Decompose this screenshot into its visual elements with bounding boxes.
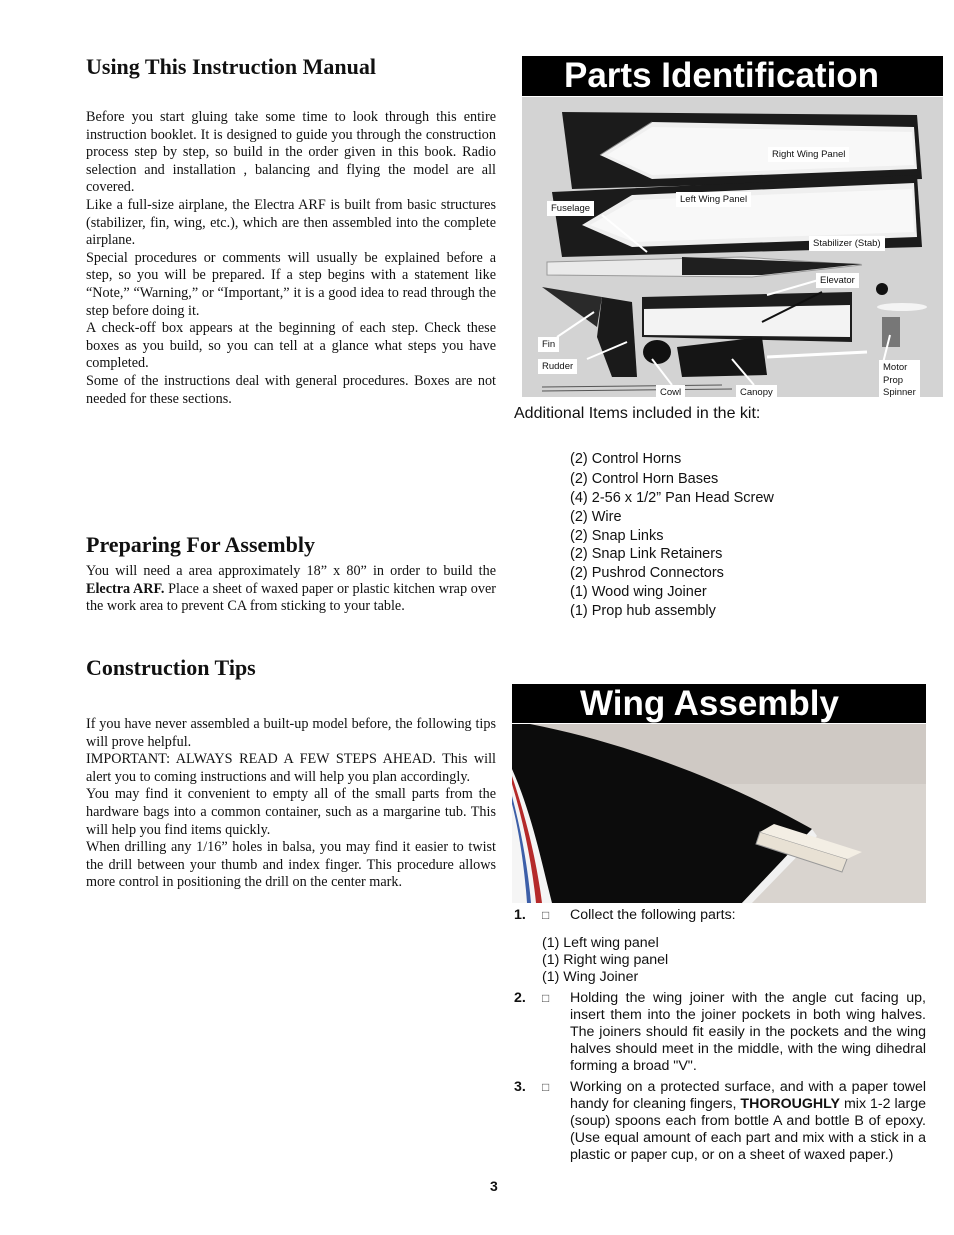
preparing-body: [86, 563, 496, 616]
step-number: 1.: [514, 907, 526, 923]
label-cowl: Cowl: [656, 385, 685, 397]
step-number: 2.: [514, 990, 526, 1006]
heading-construction-tips: Construction Tips: [86, 655, 256, 680]
parts-identification-title: Parts Identification: [522, 56, 943, 96]
preparing-text-2: Place a sheet of waxed paper or plastic kitchen wrap over the work area to prevent CA from sticking to your table.: [86, 580, 496, 615]
preparing-bold: Electra ARF.: [86, 580, 165, 597]
heading-preparing: Preparing For Assembly: [86, 532, 315, 557]
tips-paragraph: IMPORTANT: ALWAYS READ A FEW STEPS AHEAD. This will alert you to coming instructions and will help you plan accordingly.: [86, 751, 496, 785]
step-2: [514, 990, 926, 1075]
label-elevator: Elevator: [816, 273, 859, 288]
checkbox-icon[interactable]: □: [542, 1080, 550, 1094]
manual-paragraph: Before you start gluing take some time to look through this entire instruction booklet. It is designed to guide you through the construction process step by step, so build in the order given in this book. Radio selection and installation , balancing and flying the model are all covered.: [86, 109, 496, 196]
kit-item: (2) Snap Links: [570, 528, 664, 544]
label-fin: Fin: [538, 337, 559, 352]
step-text-part: Working on a protected surface, and with a paper towel handy for cleaning fingers,: [570, 1079, 926, 1112]
checkbox-icon[interactable]: □: [542, 991, 550, 1005]
parts-photo: [522, 97, 943, 397]
step-text: Holding the wing joiner with the angle cut facing up, insert them into the joiner pockets in both wing halves. The joiners should fit easily in the pockets and the wing halves should meet in the middle, with the wing dihedral forming a broad "V".: [570, 990, 926, 1074]
tips-body: [86, 716, 496, 892]
kit-item: (2) Wire: [570, 509, 622, 525]
additional-items-heading: Additional Items included in the kit:: [514, 405, 761, 422]
label-rudder: Rudder: [538, 359, 577, 374]
checkbox-icon[interactable]: □: [542, 908, 550, 922]
step-text: [570, 1079, 926, 1164]
step-number: 3.: [514, 1079, 526, 1095]
wing-assembly-title: Wing Assembly: [512, 684, 926, 723]
manual-paragraph: A check-off box appears at the beginning of each step. Check these boxes as you build, so you can tell at a glance what steps you have completed.: [86, 320, 496, 372]
heading-using-manual: Using This Instruction Manual: [86, 54, 376, 79]
parts-list-item: (1) Right wing panel: [542, 952, 669, 968]
manual-body: [86, 109, 496, 408]
kit-item: (4) 2-56 x 1/2” Pan Head Screw: [570, 490, 774, 506]
label-fuselage: Fuselage: [547, 201, 594, 216]
kit-item: (2) Snap Link Retainers: [570, 546, 723, 562]
label-prop: Prop: [883, 374, 904, 386]
manual-paragraph: Like a full-size airplane, the Electra ARF is built from basic structures (stabilizer, fin, wing, etc.), which are then assembled into the complete airplane.: [86, 196, 496, 249]
step-text: Collect the following parts:: [570, 907, 736, 923]
kit-item: (2) Control Horns: [570, 451, 682, 467]
manual-paragraph: Some of the instructions deal with general procedures. Boxes are not needed for these sections.: [86, 372, 496, 407]
step-text-bold: THOROUGHLY: [740, 1096, 841, 1112]
parts-list-item: (1) Wing Joiner: [542, 969, 639, 985]
label-stabilizer: Stabilizer (Stab): [809, 236, 885, 251]
label-motor: Motor: [883, 362, 908, 373]
manual-paragraph: Special procedures or comments will usually be explained before a step, so you will be prepared. If a step begins with a statement like “Note,” “Warning,” or “Important,” it is a good idea to read through the step before doing it.: [86, 249, 496, 319]
kit-item: (2) Control Horn Bases: [570, 471, 719, 487]
kit-item: (1) Wood wing Joiner: [570, 584, 707, 600]
label-motor-prop-spinner: [879, 360, 920, 397]
wing-photo-illustration: [512, 724, 926, 903]
parts-list-item: (1) Left wing panel: [542, 935, 659, 951]
label-canopy: Canopy: [736, 385, 777, 397]
label-right-wing-panel: Right Wing Panel: [768, 147, 849, 162]
label-left-wing-panel: Left Wing Panel: [676, 192, 751, 207]
tips-paragraph: If you have never assembled a built-up model before, the following tips will prove helpful.: [86, 716, 496, 750]
kit-item: (2) Pushrod Connectors: [570, 565, 724, 581]
preparing-text: You will need a area approximately 18” x 80” in order to build the: [86, 563, 496, 579]
tips-paragraph: You may find it convenient to empty all of the small parts from the hardware bags into a common container, such as a margarine tub. This will help you find items quickly.: [86, 786, 496, 838]
step-text-part: mix 1-2 large (soup) spoons each from bottle A and bottle B of epoxy. (Use equal amount of each part and mix with a stick in a plastic or paper cup, or on a sheet of waxed paper.): [570, 1096, 926, 1163]
page-number: 3: [490, 1178, 498, 1194]
tips-paragraph: When drilling any 1/16” holes in balsa, you may find it easier to twist the drill between your thumb and index finger. This procedure allows more control in positioning the drill on the center mark.: [86, 839, 496, 891]
step-3: [514, 1079, 926, 1164]
label-spinner: Spinner: [883, 387, 916, 397]
wing-photo: [512, 724, 926, 903]
step-1: [514, 907, 926, 924]
kit-item: (1) Prop hub assembly: [570, 603, 716, 619]
